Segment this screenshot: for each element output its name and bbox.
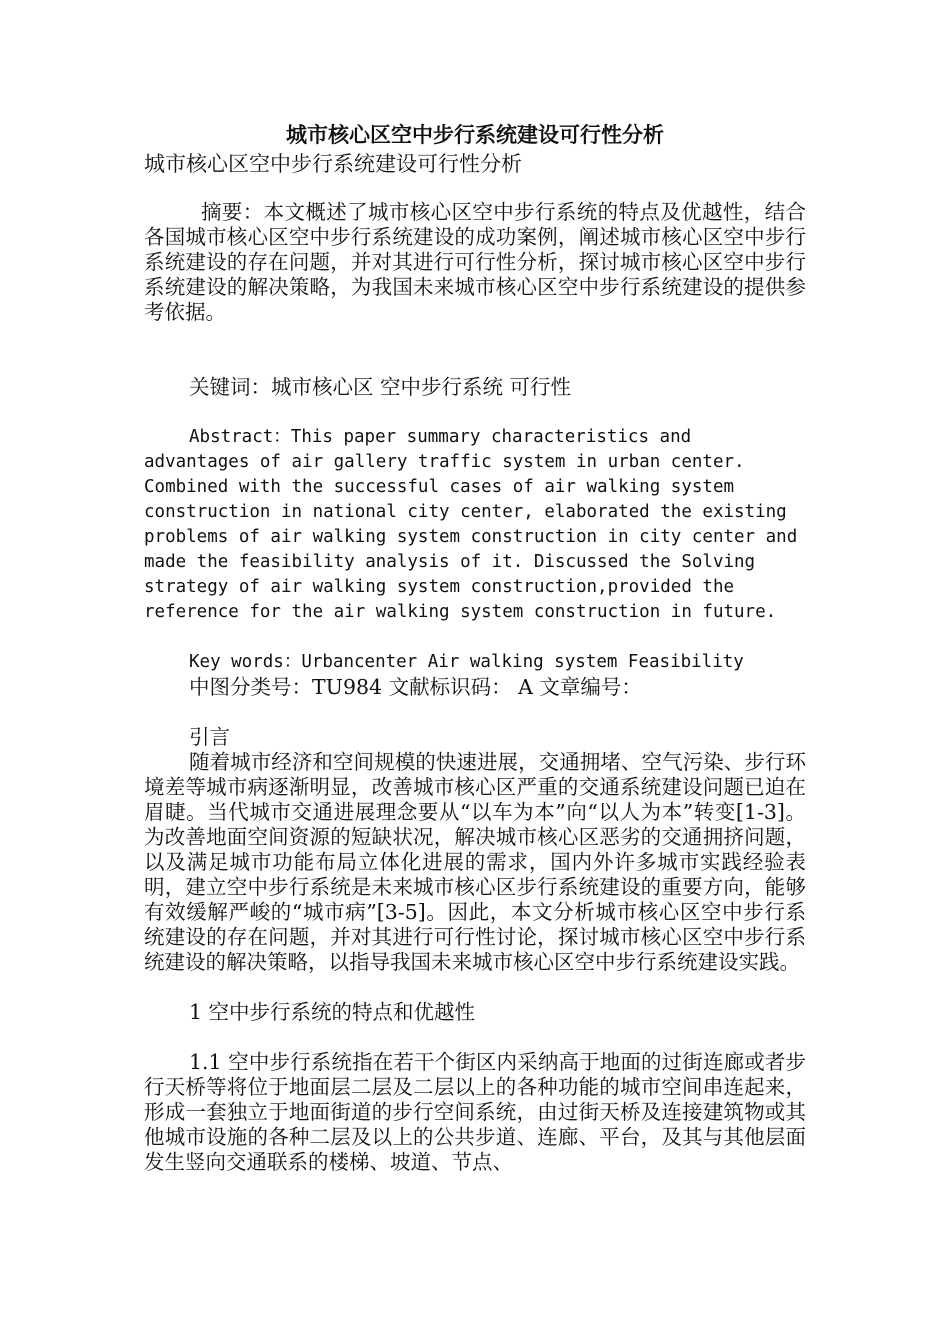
abstract-en: Abstract：This paper summary characteristics and advantages of air gallery traffic system in urban center. Combined with the successful cases of air walking system construction in national city center, elaborated the existing problems of air walking system construction in city center and made the feasibility analysis of it. Discussed the Solving strategy of air walking system construction,provided the reference for the air walking system construction in future. xyxy=(144,427,798,622)
intro-heading: 引言 xyxy=(189,725,230,749)
keywords-en: Key words：Urbancenter Air walking system Feasibility xyxy=(189,652,744,672)
classification-line: 中图分类号：TU984 文献标识码： A 文章编号： xyxy=(189,675,642,699)
abstract-cn: 摘要：本文概述了城市核心区空中步行系统的特点及优越性，结合各国城市核心区空中步行系统建设的成功案例，阐述城市核心区空中步行系统建设的存在问题，并对其进行可行性分析，探讨城市核心区空中步行系统建设的解决策略，为我国未来城市核心区空中步行系统建设的提供参考依据。 xyxy=(144,200,806,324)
intro-body: 随着城市经济和空间规模的快速进展，交通拥堵、空气污染、步行环境差等城市病逐渐明显，改善城市核心区严重的交通系统建设问题已迫在眉睫。当代城市交通进展理念要从“以车为本”向“以人为本”转变[1-3]。为改善地面空间资源的短缺状况，解决城市核心区恶劣的交通拥挤问题，以及满足城市功能布局立体化进展的需求，国内外许多城市实践经验表明，建立空中步行系统是未来城市核心区步行系统建设的重要方向，能够有效缓解严峻的“城市病”[3-5]。因此，本文分析城市核心区空中步行系统建设的存在问题，并对其进行可行性讨论，探讨城市核心区空中步行系统建设的解决策略，以指导我国未来城市核心区空中步行系统建设实践。 xyxy=(144,750,806,974)
section1-1-body: 1.1 空中步行系统指在若干个街区内采纳高于地面的过街连廊或者步行天桥等将位于地面层二层及二层以上的各种功能的城市空间串连起来，形成一套独立于地面街道的步行空间系统，由过街天桥及连接建筑物或其他城市设施的各种二层及以上的公共步道、连廊、平台，及其与其他层面发生竖向交通联系的楼梯、坡道、节点、 xyxy=(144,1050,806,1174)
section1-heading: 1 空中步行系统的特点和优越性 xyxy=(189,1000,476,1024)
document-subtitle: 城市核心区空中步行系统建设可行性分析 xyxy=(144,152,522,176)
keywords-cn: 关键词：城市核心区 空中步行系统 可行性 xyxy=(189,375,572,399)
document-page xyxy=(144,120,806,1175)
document-title: 城市核心区空中步行系统建设可行性分析 xyxy=(286,123,664,147)
